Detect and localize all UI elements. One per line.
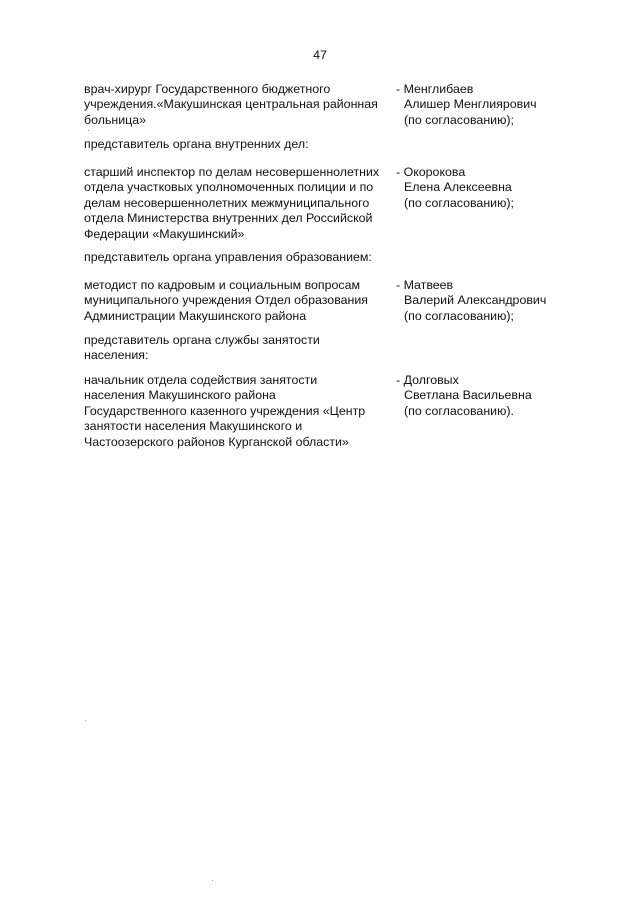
member-position [84, 278, 396, 324]
scan-speck [85, 720, 86, 721]
member-name [396, 82, 566, 128]
member-surname: - Матвеев [396, 278, 454, 292]
scan-speck [212, 880, 213, 881]
section-heading-education [84, 250, 564, 265]
section-heading-internal-affairs [84, 137, 564, 152]
member-name [396, 373, 566, 419]
position-line: Частоозерского районов Курганской области» [84, 434, 349, 449]
member-agreement-note: (по согласованию); [404, 195, 514, 210]
member-agreement-note: (по согласованию). [404, 403, 514, 418]
member-given-name: Светлана Васильевна [404, 388, 532, 403]
member-position [84, 82, 396, 128]
position-line: старший инспектор по делам несовершеннолетних [84, 165, 380, 179]
position-line: Федерации «Макушинский» [84, 226, 245, 241]
position-line: Администрации Макушинского района [84, 308, 307, 323]
scan-speck [88, 130, 89, 131]
section-heading-employment [84, 333, 564, 364]
section-heading: представитель органа внутренних дел: [84, 137, 309, 151]
position-line: больница» [84, 112, 147, 127]
member-agreement-note: (по согласованию); [404, 112, 514, 127]
member-position [84, 165, 396, 242]
position-line: учреждения.«Макушинская центральная районная [84, 97, 378, 112]
position-line: методист по кадровым и социальным вопросам [84, 278, 361, 292]
position-line: отдела участковых уполномоченных полиции и по [84, 180, 374, 195]
position-line: начальник отдела содействия занятости [84, 373, 318, 387]
position-line: врач-хирург Государственного бюджетного [84, 82, 331, 96]
section-heading: населения: [84, 348, 149, 363]
position-line: отдела Министерства внутренних дел Российской [84, 211, 373, 226]
member-surname: - Менглибаев [396, 82, 474, 96]
member-given-name: Алишер Менглиярович [404, 97, 537, 112]
member-given-name: Валерий Александрович [404, 293, 547, 308]
member-given-name: Елена Алексеевна [404, 180, 512, 195]
position-line: занятости населения Макушинского и [84, 419, 303, 434]
member-agreement-note: (по согласованию); [404, 308, 514, 323]
position-line: Государственного казенного учреждения «Центр [84, 403, 366, 418]
position-line: делам несовершеннолетних межмуниципального [84, 195, 370, 210]
section-heading: представитель органа управления образованием: [84, 250, 372, 264]
member-surname: - Окорокова [396, 165, 466, 179]
section-heading: представитель органа службы занятости [84, 333, 320, 347]
member-surname: - Долговых [396, 373, 459, 387]
member-name [396, 165, 566, 211]
member-name [396, 278, 566, 324]
member-position [84, 373, 396, 450]
page-number: 47 [313, 48, 327, 62]
position-line: муниципального учреждения Отдел образования [84, 293, 369, 308]
position-line: населения Макушинского района [84, 388, 276, 403]
